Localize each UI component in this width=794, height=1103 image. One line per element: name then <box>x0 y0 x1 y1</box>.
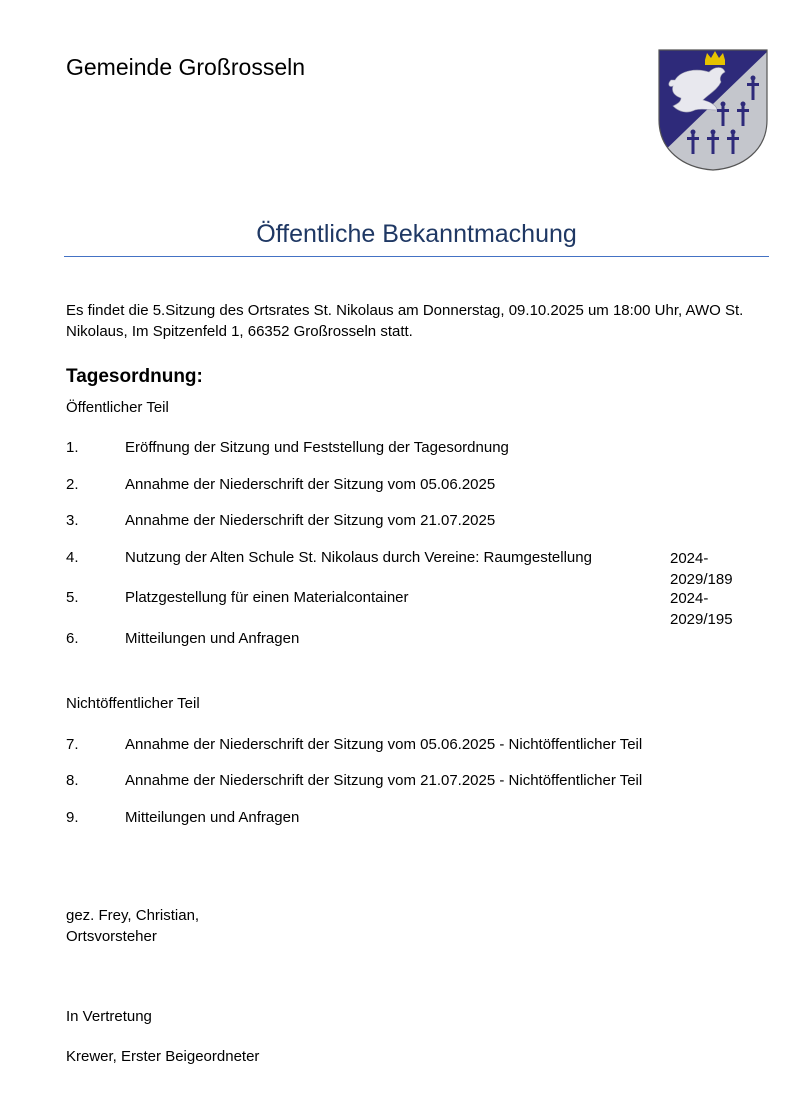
private-section-label: Nichtöffentlicher Teil <box>66 695 200 712</box>
agenda-item <box>66 735 766 755</box>
agenda-item-number: 5. <box>66 589 79 606</box>
agenda-item-text: Annahme der Niederschrift der Sitzung vom 05.06.2025 - Nichtöffentlicher Teil <box>125 736 643 753</box>
proxy-label: In Vertretung <box>66 1008 152 1025</box>
agenda-item-text: Nutzung der Alten Schule St. Nikolaus durch Vereine: Raumgestellung <box>125 549 592 566</box>
agenda-item <box>66 548 766 588</box>
agenda-item-reference: 2024-2029/189 <box>670 550 733 588</box>
agenda-item-text: Mitteilungen und Anfragen <box>125 630 300 647</box>
page-title: Öffentliche Bekanntmachung <box>256 220 577 248</box>
agenda-item-number: 3. <box>66 512 79 529</box>
agenda-item-number: 4. <box>66 549 79 566</box>
signatory-name: gez. Frey, Christian, <box>66 907 200 924</box>
agenda-item-text: Annahme der Niederschrift der Sitzung vom 21.07.2025 <box>125 512 496 529</box>
proxy-signatory: Krewer, Erster Beigeordneter <box>66 1048 260 1065</box>
agenda-item-text: Platzgestellung für einen Materialcontainer <box>125 589 409 606</box>
agenda-item-number: 6. <box>66 630 79 647</box>
agenda-item <box>66 588 766 628</box>
agenda-item-number: 8. <box>66 772 79 789</box>
agenda-item <box>66 771 766 791</box>
meeting-announcement: Es findet die 5.Sitzung des Ortsrates St. Nikolaus am Donnerstag, 09.10.2025 um 18:00 Uhr, AWO St. Nikolaus, Im Spitzenfeld 1, 66352 Großrosseln statt. <box>66 302 744 340</box>
agenda-item-number: 7. <box>66 736 79 753</box>
agenda-item-reference: 2024-2029/195 <box>670 590 733 628</box>
agenda-item <box>66 475 766 495</box>
agenda-item-text: Annahme der Niederschrift der Sitzung vom 05.06.2025 <box>125 476 496 493</box>
coat-of-arms-icon <box>657 48 769 172</box>
public-section-label: Öffentlicher Teil <box>66 399 169 416</box>
agenda-item-text: Annahme der Niederschrift der Sitzung vom 21.07.2025 - Nichtöffentlicher Teil <box>125 772 643 789</box>
title-divider <box>64 256 769 257</box>
signatory-role: Ortsvorsteher <box>66 928 157 945</box>
agenda-item-text: Eröffnung der Sitzung und Feststellung der Tagesordnung <box>125 439 509 456</box>
agenda-item <box>66 438 766 458</box>
agenda-item <box>66 808 766 828</box>
agenda-item-number: 1. <box>66 439 79 456</box>
agenda-item <box>66 629 766 649</box>
agenda-item-text: Mitteilungen und Anfragen <box>125 809 300 826</box>
municipality-name: Gemeinde Großrosseln <box>66 54 306 80</box>
agenda-heading: Tagesordnung: <box>66 366 203 387</box>
agenda-item <box>66 511 766 531</box>
agenda-item-number: 2. <box>66 476 79 493</box>
agenda-item-number: 9. <box>66 809 79 826</box>
